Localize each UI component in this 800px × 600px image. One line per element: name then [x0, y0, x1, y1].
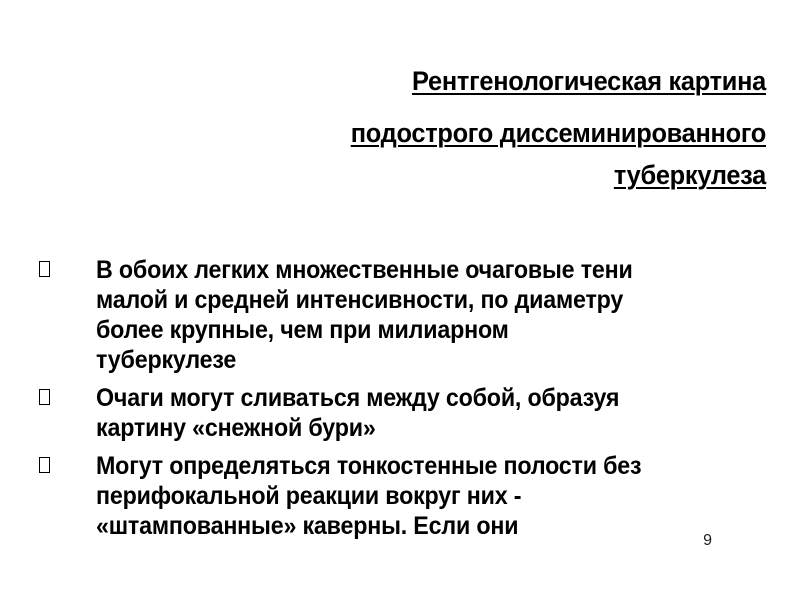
title-line-3: туберкулеза [613, 160, 766, 190]
bullet-line: Могут определяться тонкостенные полости без [96, 452, 642, 480]
square-bullet-icon [39, 457, 50, 473]
bullet-item-3 [0, 451, 800, 541]
title-line-1: Рентгенологическая картина [412, 66, 766, 96]
bullet-item-1 [0, 255, 800, 375]
bullet-line: перифокальной реакции вокруг них - [96, 482, 522, 510]
bullet-list [0, 255, 800, 549]
square-bullet-icon [39, 389, 50, 405]
square-bullet-icon [39, 261, 50, 277]
slide-title [202, 68, 766, 189]
bullet-item-2 [0, 383, 800, 443]
bullet-line: картину «снежной бури» [96, 414, 376, 442]
bullet-line: В обоих легких множественные очаговые тени [96, 256, 633, 284]
bullet-line: «штампованные» каверны. Если они [96, 512, 519, 540]
title-line-2: подострого диссеминированного [350, 118, 766, 148]
bullet-line: туберкулезе [96, 346, 237, 374]
page-number: 9 [703, 532, 712, 549]
bullet-line: Очаги могут сливаться между собой, образуя [96, 384, 620, 412]
bullet-line: более крупные, чем при милиарном [96, 316, 509, 344]
bullet-line: малой и средней интенсивности, по диаметру [96, 286, 624, 314]
